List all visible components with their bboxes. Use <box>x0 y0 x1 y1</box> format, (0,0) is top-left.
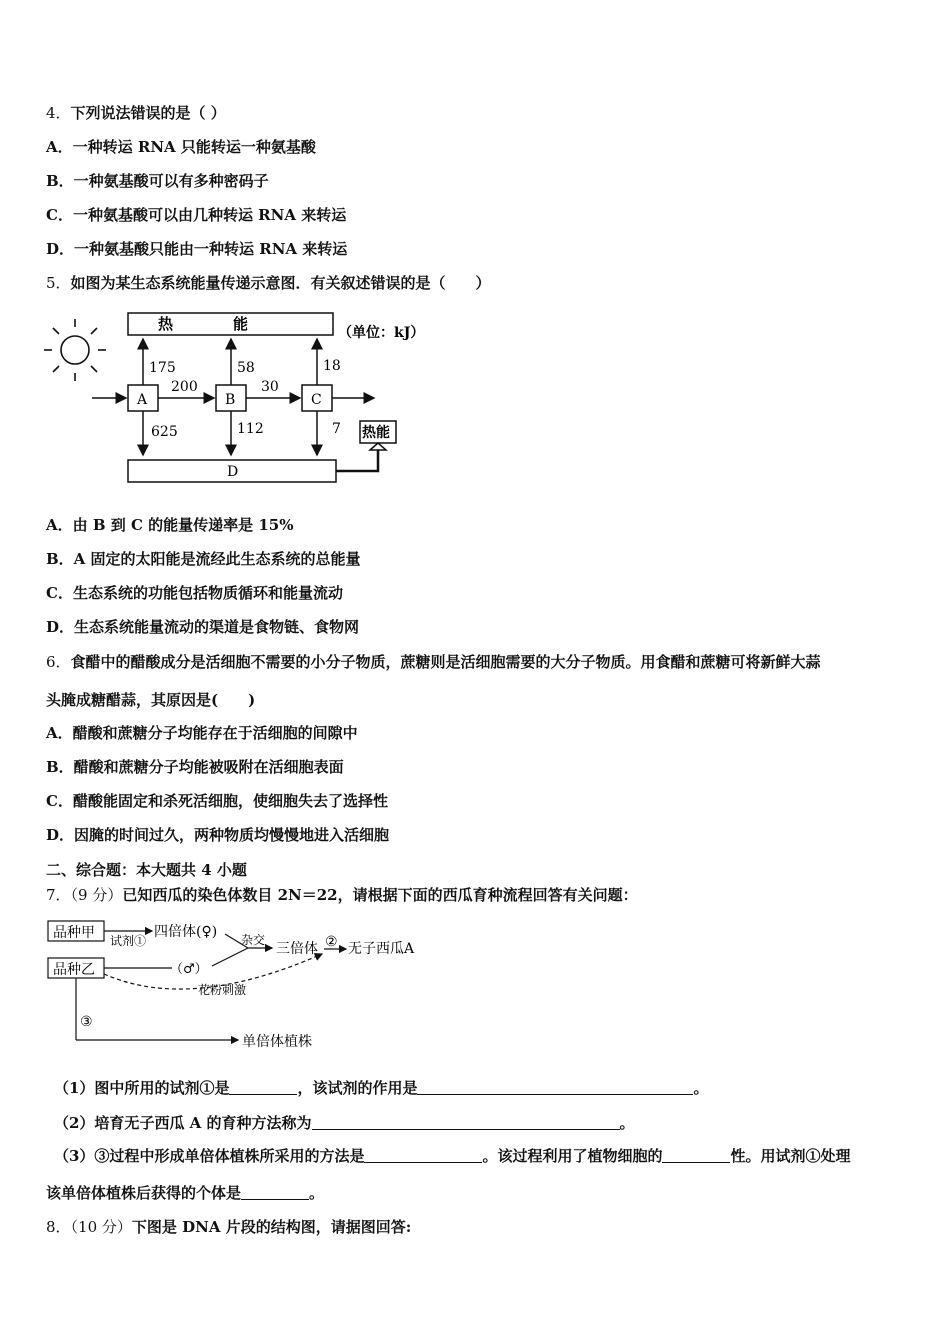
watermelon-breeding-diagram <box>40 912 460 1057</box>
q5-stem-text: 如图为某生态系统能量传递示意图．有关叙述错误的是（ ） <box>70 274 491 292</box>
answer-blank-breeding-method[interactable] <box>312 1115 620 1130</box>
up-b-value: 58 <box>237 360 255 376</box>
q6-stem-text: 食醋中的醋酸成分是活细胞不需要的小分子物质，蔗糖则是活细胞需要的大分子物质。用食醋和蔗糖可将新鲜大蒜 <box>70 653 821 671</box>
q4-stem <box>46 102 226 123</box>
q7-sub1-part1: （1）图中所用的试剂①是 <box>54 1079 230 1097</box>
q7-sub3-part3: 性。用试剂①处理 <box>730 1147 851 1165</box>
triploid-label: 三倍体 <box>276 941 318 957</box>
q6-option-c: C．醋酸能固定和杀死活细胞，使细胞失去了选择性 <box>46 792 388 810</box>
q7-stem-text: 已知西瓜的染色体数目 2N＝22，请根据下面的西瓜育种流程回答有关问题： <box>122 886 638 904</box>
seedless-label: 无子西瓜A <box>348 941 415 957</box>
answer-blank-haploid-method[interactable] <box>364 1148 482 1163</box>
answer-blank-reagent[interactable] <box>229 1080 297 1095</box>
q5-option-d: D．生态系统能量流动的渠道是食物链、食物网 <box>46 618 360 636</box>
node-b-label: B <box>225 392 236 408</box>
answer-blank-reagent-function[interactable] <box>417 1080 693 1095</box>
q4-option-c: C．一种氨基酸可以由几种转运 RNA 来转运 <box>46 206 347 224</box>
q5-option-b: B．A 固定的太阳能是流经此生态系统的总能量 <box>46 550 361 568</box>
heat-box-label: 热能 <box>362 425 390 441</box>
haploid-label: 单倍体植株 <box>242 1034 312 1050</box>
q6-option-d: D．因腌的时间过久，两种物质均慢慢地进入活细胞 <box>46 826 390 844</box>
cross-label: 杂交 <box>241 933 266 947</box>
q7-score: （9 分） <box>70 886 123 904</box>
flow-a-b-value: 200 <box>171 379 198 395</box>
node-d-label: D <box>227 464 239 480</box>
q7-sub3-line1 <box>54 1145 850 1166</box>
q8-stem <box>46 1216 411 1237</box>
q8-score: （10 分） <box>70 1218 132 1236</box>
node-a-label: A <box>137 392 148 408</box>
heat-bar-top-label: 热 能 <box>158 315 249 333</box>
tetraploid-label: 四倍体(♀) <box>154 924 218 940</box>
q7-sub3-line2 <box>46 1182 324 1203</box>
q7-stem <box>46 884 638 905</box>
q8-number: 8． <box>46 1218 71 1236</box>
q4-option-d: D．一种氨基酸只能由一种转运 RNA 来转运 <box>46 240 348 258</box>
q7-sub1-part2: ，该试剂的作用是 <box>297 1079 418 1097</box>
answer-blank-cell-property[interactable] <box>662 1148 730 1163</box>
section-heading: 二、综合题：本大题共 4 小题 <box>46 861 247 879</box>
q7-sub3-part4: 该单倍体植株后获得的个体是 <box>46 1184 242 1202</box>
answer-blank-individual[interactable] <box>241 1185 309 1200</box>
q7-number: 7． <box>46 886 71 904</box>
q7-sub3-part5: 。 <box>309 1184 325 1202</box>
flow-b-c-value: 30 <box>261 379 279 395</box>
variety-jia-label: 品种甲 <box>53 925 95 941</box>
variety-yi-label: 品种乙 <box>53 962 95 978</box>
sun-icon <box>44 319 106 381</box>
q5-option-a: A．由 B 到 C 的能量传递率是 15% <box>46 516 294 534</box>
q4-stem-text: 下列说法错误的是（ ） <box>70 104 226 122</box>
energy-flow-diagram <box>40 305 460 495</box>
down-c-value: 7 <box>332 421 341 437</box>
q6-stem-line2: 头腌成糖醋蒜，其原因是( ) <box>46 691 256 709</box>
pollen-label: 花粉刺激 <box>198 983 247 997</box>
q7-sub3-part1: （3）③过程中形成单倍体植株所采用的方法是 <box>54 1147 365 1165</box>
up-c-value: 18 <box>323 358 341 374</box>
q7-sub2 <box>54 1112 635 1133</box>
up-a-value: 175 <box>149 360 176 376</box>
q6-number: 6． <box>46 653 71 671</box>
q6-option-a: A．醋酸和蔗糖分子均能存在于活细胞的间隙中 <box>46 724 358 742</box>
q7-sub1 <box>54 1077 708 1098</box>
q5-number: 5． <box>46 274 71 292</box>
step3-label: ③ <box>80 1014 93 1030</box>
reagent-label: 试剂① <box>110 934 147 948</box>
q8-stem-text: 下图是 DNA 片段的结构图，请据图回答: <box>131 1218 412 1236</box>
q7-sub3-part2: 。该过程利用了植物细胞的 <box>482 1147 663 1165</box>
node-c-label: C <box>311 392 322 408</box>
q7-sub2-part1: （2）培育无子西瓜 A 的育种方法称为 <box>54 1114 312 1132</box>
q4-option-a: A．一种转运 RNA 只能转运一种氨基酸 <box>46 138 316 156</box>
q6-stem-line1 <box>46 651 821 672</box>
down-a-value: 625 <box>151 424 178 440</box>
q4-option-b: B．一种氨基酸可以有多种密码子 <box>46 172 269 190</box>
q7-sub2-part2: 。 <box>619 1114 635 1132</box>
unit-label: （单位：kJ） <box>338 325 425 341</box>
q5-option-c: C．生态系统的功能包括物质循环和能量流动 <box>46 584 343 602</box>
down-b-value: 112 <box>237 421 264 437</box>
step2-label: ② <box>325 934 338 950</box>
q5-stem <box>46 272 491 293</box>
q6-option-b: B．醋酸和蔗糖分子均能被吸附在活细胞表面 <box>46 758 344 776</box>
q4-number: 4． <box>46 104 71 122</box>
male-label: （♂） <box>170 962 208 977</box>
q7-sub1-part3: 。 <box>693 1079 709 1097</box>
